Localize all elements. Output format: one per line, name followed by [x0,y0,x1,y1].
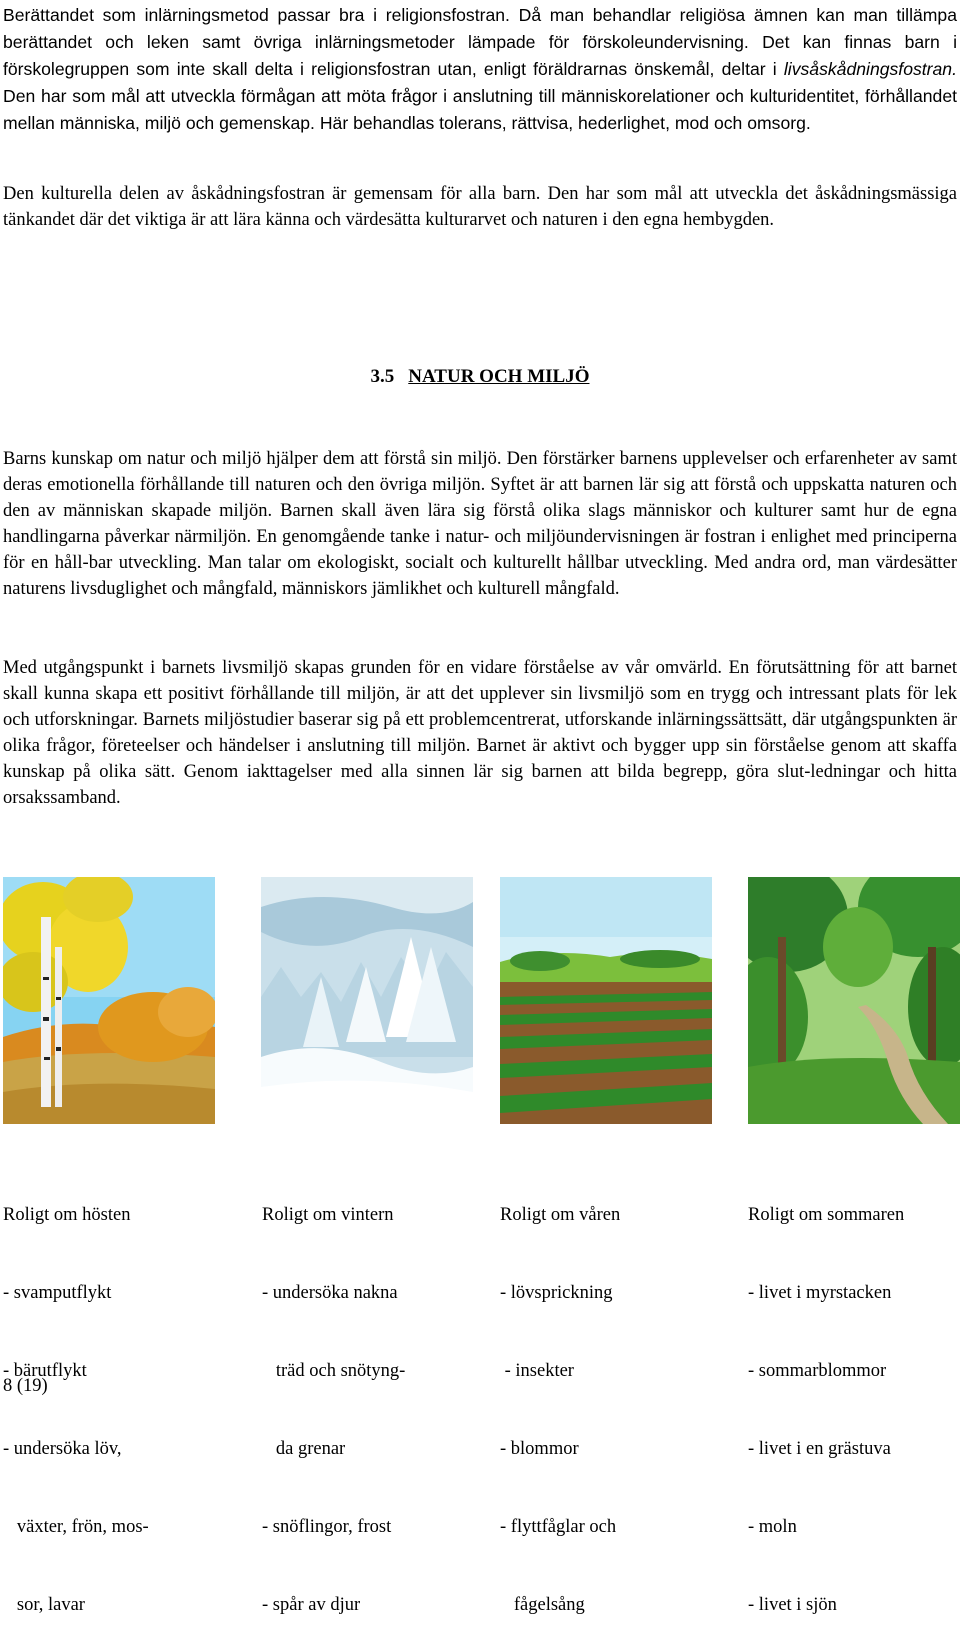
season-line: - insekter [500,1361,574,1381]
winter-forest-image [261,877,473,1124]
season-line: - undersöka löv, [3,1439,122,1459]
season-line: - blommor [500,1439,579,1459]
season-title: Roligt om hösten [3,1205,131,1225]
intro-text: Berättandet som inlärningsmetod passar bra i religionsfostran. Då man behandlar religiösa ämnen kan man tillämpa berättandet och leken samt övriga inlärningsmetoder lämpade för förskoleundervisning. Det kan finnas barn i förskolegruppen som inte skall delta i religionsfostran utan, enligt föräldrarnas önskemål, deltar i [3,5,957,79]
season-line: - flyttfåglar och [500,1517,617,1537]
season-line: - sommarblommor [748,1361,887,1381]
season-line: - livet i myrstacken [748,1283,892,1303]
season-title: Roligt om vintern [262,1205,394,1225]
section-number: 3.5 [370,366,395,387]
season-title: Roligt om våren [500,1205,621,1225]
season-line: - bärutflykt [3,1361,87,1381]
nature-paragraph [3,446,957,602]
season-line: träd och snötyng- [262,1361,406,1381]
spring-field-graphic [500,877,712,1124]
nature-text: Barns kunskap om natur och miljö hjälper dem att förstå sin miljö. Den förstärker barnens upplevelser och erfarenheter av samt deras emotionella förhållande till naturen och den övriga miljön. Syftet är att barnen lär sig att förstå och uppskatta naturen och den av människan skapade miljön. Barnen skall även lära sig förstå olika slags människor och kulturer samt hur de egna handlingarna påverkar närmiljön. En genomgående tanke i natur- och miljöundervisningen är fostran i enlighet med principerna för en håll-bar utveckling. Man talar om ekologiskt, socialt och kulturellt hållbar utveckling. Med andra ord, man värdesätter naturens livsduglighet och mångfald, människors jämlikhet och kulturell mångfald. [3,449,957,599]
section-title: NATUR OCH MILJÖ [408,366,590,387]
autumn-birch-image [3,877,215,1124]
season-line: - svamputflykt [3,1283,112,1303]
season-line: sor, lavar [3,1595,85,1615]
winter-forest-graphic [261,877,473,1124]
season-line: fågelsång [500,1595,585,1615]
season-winter [262,1150,405,1644]
intro-italic-term: livsåskådningsfostran. [783,59,957,79]
summer-forest-graphic [748,877,960,1124]
season-line: - undersöka nakna [262,1283,398,1303]
season-line: - livet i en grästuva [748,1439,891,1459]
season-spring [500,1150,620,1644]
livsmiljo-paragraph [3,655,957,811]
intro-paragraph [3,2,957,137]
autumn-birch-graphic [3,877,215,1124]
season-line: - snöflingor, frost [262,1517,392,1537]
culture-text: Den kulturella delen av åskådningsfostran är gemensam för alla barn. Den har som mål att utveckla det åskådningsmässiga tänkandet där det viktiga är att lära känna och värdesätta kulturarvet och naturen i den egna hembygden. [3,184,957,230]
season-line: - lövsprickning [500,1283,613,1303]
livsmiljo-text: Med utgångspunkt i barnets livsmiljö skapas grunden för en vidare förståelse av vår omvärld. En förutsättning för att barnet skall kunna skapa ett positivt förhållande till miljön, är att det upplever sin livsmiljö som en trygg och intressant plats för lek och utforskningar. Barnets miljöstudier baserar sig på ett problemcentrerat, utforskande inlärningssättsätt, där utgångspunkten är olika frågor, företeelser och händelser i anslutning till miljön. Barnet är aktivt och bygger upp sin förståelse genom att skaffa kunskap på olika sätt. Genom iakttagelser med alla sinnen lär sig barnen att bilda begrepp, göra slut-ledningar och hitta orsakssamband. [3,658,957,808]
culture-paragraph [3,181,957,233]
season-autumn [3,1150,149,1644]
season-line: växter, frön, mos- [3,1517,149,1537]
season-line: - moln [748,1517,797,1537]
season-line: da grenar [262,1439,346,1459]
season-line: - livet i sjön [748,1595,837,1615]
summer-forest-image [748,877,960,1124]
section-heading [0,366,960,388]
season-line: - spår av djur [262,1595,361,1615]
season-summer [748,1150,904,1644]
spring-field-image [500,877,712,1124]
page-number: 8 (19) [3,1376,48,1396]
season-title: Roligt om sommaren [748,1205,905,1225]
intro-text-rest: Den har som mål att utveckla förmågan att möta frågor i anslutning till människorelationer och kulturidentitet, förhållandet mellan människa, miljö och gemenskap. Här behandlas tolerans, rättvisa, hederlighet, mod och omsorg. [3,86,957,133]
